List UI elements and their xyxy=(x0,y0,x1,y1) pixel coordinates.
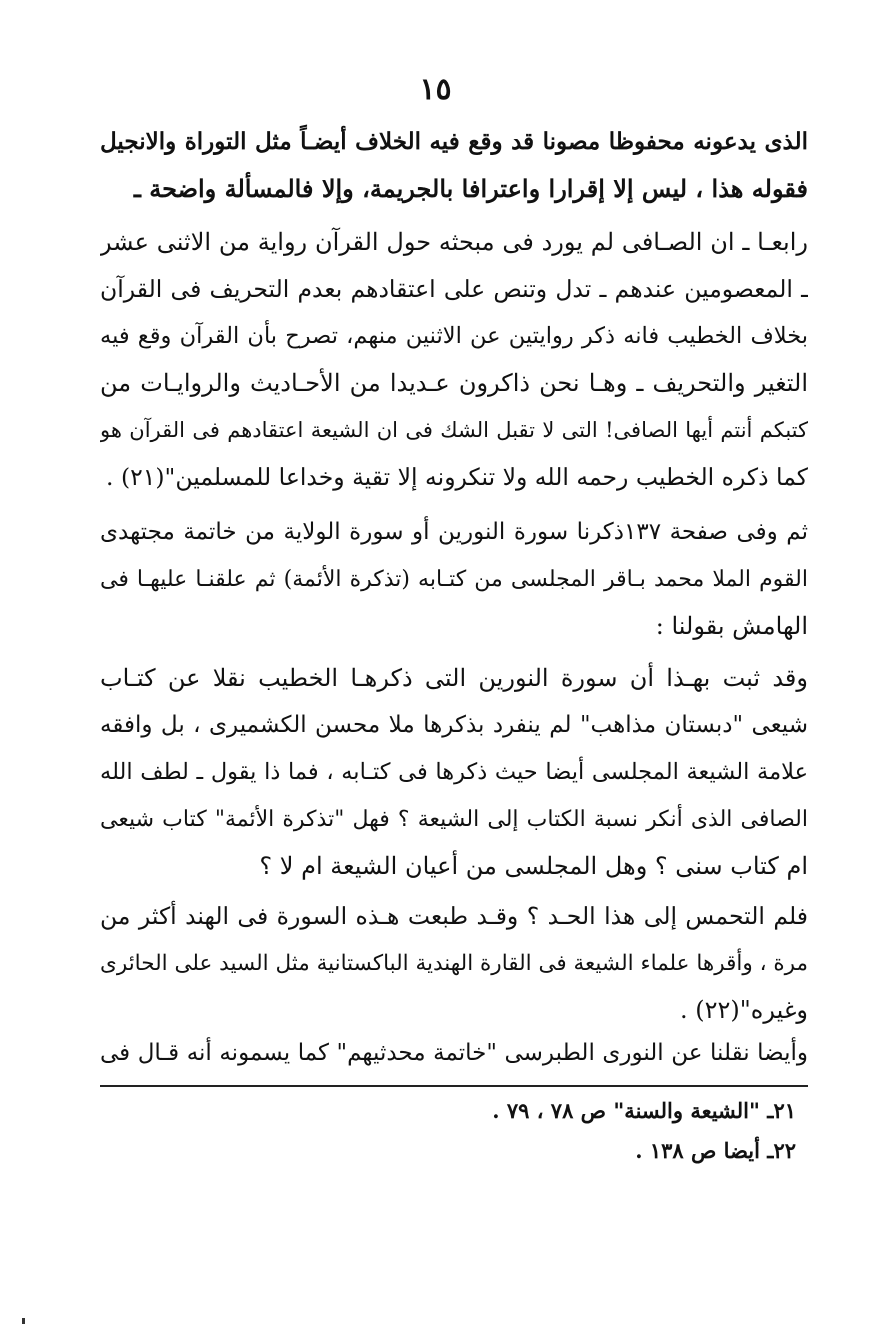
scan-speck xyxy=(22,1318,25,1324)
footnote-21: ٢١ـ "الشيعة والسنة" ص ٧٨ ، ٧٩ . xyxy=(492,1098,796,1123)
paragraph-2 xyxy=(100,219,808,501)
text-line: فقوله هذا ، ليس إلا إقرارا واعترافا بالجريمة، وإلا فالمسألة واضحة ـ xyxy=(133,174,808,203)
text-line: الذى يدعونه محفوظا مصونا قد وقع فيه الخلاف أيضـاً مثل التوراة والانجيل xyxy=(100,128,808,155)
footnote-22: ٢٢ـ أيضا ص ١٣٨ . xyxy=(635,1138,796,1163)
text-line: كما ذكره الخطيب رحمه الله ولا تنكرونه إلا تقية وخداعا للمسلمين"(٢١) . xyxy=(106,463,808,491)
text-line: ام كتاب سنى ؟ وهل المجلسى من أعيان الشيعة ام لا ؟ xyxy=(259,852,808,880)
text-line: وقد ثبت بهـذا أن سورة النورين التى ذكرهـا الخطيب نقلا عن كتـاب xyxy=(100,664,808,692)
text-line: التغير والتحريف ـ وهـا نحن ذاكرون عـديدا من الأحـاديث والروايـات من xyxy=(100,369,808,397)
text-line: الصافى الذى أنكر نسبة الكتاب إلى الشيعة ؟ فهل "تذكرة الأئمة" كتاب شيعى xyxy=(100,807,808,832)
text-line: ثم وفى صفحة ١٣٧ذكرنا سورة النورين أو سورة الولاية من خاتمة مجتهدى xyxy=(100,519,808,545)
text-line: وأيضا نقلنا عن النورى الطبرسى "خاتمة محدثيهم" كما يسمونه أنه قـال فى xyxy=(100,1040,808,1066)
text-line: ـ المعصومين عندهم ـ تدل وتنص على اعتقادهم بعدم التحريف فى القرآن xyxy=(100,275,808,303)
text-line: رابعـا ـ ان الصـافى لم يورد فى مبحثه حول القرآن رواية من الاثنى عشر xyxy=(100,228,808,256)
paragraph-1 xyxy=(100,118,808,212)
text-line: الهامش بقولنا : xyxy=(655,612,808,640)
text-line: وغيره"(٢٢) . xyxy=(679,996,808,1024)
text-line: القوم الملا محمد بـاقر المجلسى من كتـابه (تذكرة الأئمة) ثم علقنـا عليهـا فى xyxy=(100,567,808,592)
paragraph-3 xyxy=(100,509,808,650)
page-number: ١٥ xyxy=(419,72,452,107)
text-line: مرة ، وأقرها علماء الشيعة فى القارة الهندية الباكستانية مثل السيد على الحائرى xyxy=(100,951,808,976)
text-line: فلم التحمس إلى هذا الحـد ؟ وقـد طبعت هـذه السورة فى الهند أكثر من xyxy=(100,902,808,930)
footnotes xyxy=(100,1091,796,1171)
paragraph-4 xyxy=(100,655,808,890)
paragraph-6 xyxy=(100,1030,808,1077)
footnote-separator xyxy=(100,1085,808,1087)
text-line: شيعى "دبستان مذاهب" لم ينفرد بذكرها ملا محسن الكشميرى ، بل وافقه xyxy=(100,712,808,738)
text-line: علامة الشيعة المجلسى أيضا حيث ذكرها فى كتـابه ، فما ذا يقول ـ لطف الله xyxy=(100,759,808,785)
paragraph-5 xyxy=(100,893,808,1034)
text-line: بخلاف الخطيب فانه ذكر روايتين عن الاثنين منهم، تصرح بأن القرآن وقع فيه xyxy=(100,323,808,349)
text-line: كتبكم أنتم أيها الصافى! التى لا تقبل الشك فى ان الشيعة اعتقادهم فى القرآن هو xyxy=(100,418,808,442)
